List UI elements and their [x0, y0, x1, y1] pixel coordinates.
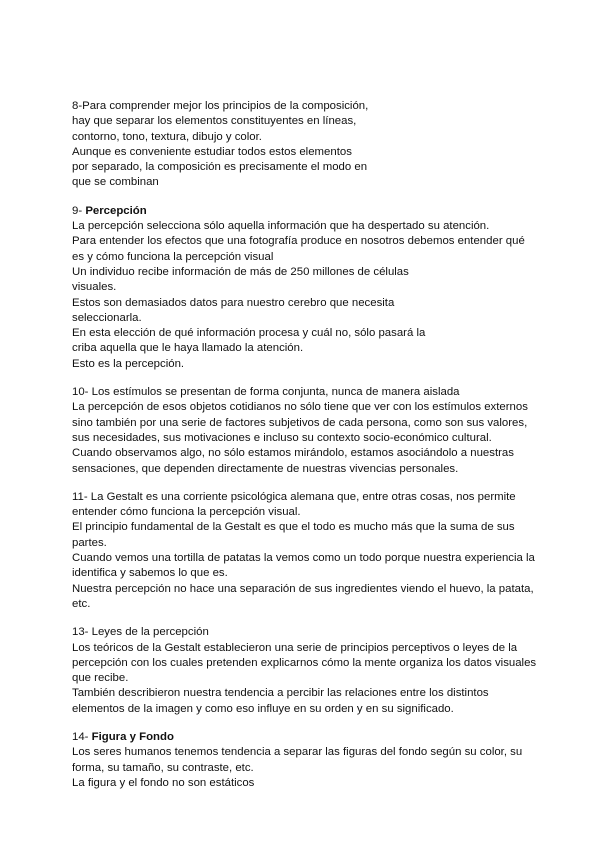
text-line: sus necesidades, sus motivaciones e incluso su contexto socio-económico cultural.	[72, 431, 492, 444]
text-line: La figura y el fondo no son estáticos	[72, 776, 255, 789]
text-line: hay que separar los elementos constituyentes en líneas,	[72, 115, 357, 128]
section-8	[72, 99, 532, 191]
text-line: Cuando vemos una tortilla de patatas la vemos como un todo porque nuestra experiencia la	[72, 552, 535, 565]
heading-title: Figura y Fondo	[91, 730, 174, 743]
text-line: Estos son demasiados datos para nuestro cerebro que necesita	[72, 296, 395, 309]
text-line: En esta elección de qué información procesa y cuál no, sólo pasará la	[72, 327, 426, 340]
text-line: 13- Leyes de la percepción	[72, 626, 209, 639]
text-line: forma, su tamaño, su contraste, etc.	[72, 761, 254, 774]
text-line: sensaciones, que dependen directamente de nuestras vivencias personales.	[72, 462, 459, 475]
text-line: es y cómo funciona la percepción visual	[72, 250, 274, 263]
text-line: sino también por una serie de factores subjetivos de cada persona, como son sus valores,	[72, 416, 528, 429]
text-line: 11- La Gestalt es una corriente psicológica alemana que, entre otras cosas, nos permite	[72, 490, 516, 503]
text-line: Un individuo recibe información de más de 250 millones de células	[72, 265, 409, 278]
document-body	[72, 99, 537, 804]
text-line: visuales.	[72, 281, 117, 294]
section-heading	[72, 204, 532, 219]
text-line: que se combinan	[72, 176, 159, 189]
text-line: elementos de la imagen y como eso influye en su orden y en su significado.	[72, 702, 454, 715]
text-line: 10- Los estímulos se presentan de forma conjunta, nunca de manera aislada	[72, 386, 460, 399]
section-13	[72, 625, 537, 717]
text-line: por separado, la composición es precisamente el modo en	[72, 161, 368, 174]
section-heading	[72, 730, 532, 745]
text-line: Los seres humanos tenemos tendencia a separar las figuras del fondo según su color, su	[72, 746, 523, 759]
section-10	[72, 385, 532, 477]
text-line: Cuando observamos algo, no sólo estamos mirándolo, estamos asociándolo a nuestras	[72, 447, 514, 460]
text-line: criba aquella que le haya llamado la atención.	[72, 342, 304, 355]
text-line: que recibe.	[72, 672, 129, 685]
text-line: Aunque es conveniente estudiar todos estos elementos	[72, 145, 352, 158]
text-line: contorno, tono, textura, dibujo y color.	[72, 130, 262, 143]
text-line: La percepción de esos objetos cotidianos no sólo tiene que ver con los estímulos externos	[72, 401, 528, 414]
heading-number: 9-	[72, 204, 83, 217]
text-line: Para entender los efectos que una fotografía produce en nosotros debemos entender qué	[72, 235, 525, 248]
heading-number: 14-	[72, 730, 89, 743]
section-9	[72, 204, 532, 372]
text-line: 8-Para comprender mejor los principios de la composición,	[72, 100, 369, 112]
text-line: seleccionarla.	[72, 311, 142, 324]
text-line: La percepción selecciona sólo aquella información que ha despertado su atención.	[72, 220, 490, 233]
text-line: Los teóricos de la Gestalt establecieron una serie de principios perceptivos o leyes de la	[72, 641, 518, 654]
text-line: También describieron nuestra tendencia a percibir las relaciones entre los distintos	[72, 687, 489, 700]
text-line: percepción con los cuales pretenden explicarnos cómo la mente organiza los datos visuales	[72, 656, 537, 669]
section-14	[72, 730, 532, 791]
text-line: El principio fundamental de la Gestalt es que el todo es mucho más que la suma de sus	[72, 521, 515, 534]
section-11	[72, 490, 535, 612]
text-line: partes.	[72, 536, 107, 549]
heading-title: Percepción	[85, 204, 147, 217]
text-line: entender cómo funciona la percepción visual.	[72, 506, 301, 519]
text-line: etc.	[72, 597, 91, 610]
text-line: Esto es la percepción.	[72, 357, 185, 370]
text-line: Nuestra percepción no hace una separación de sus ingredientes viendo el huevo, la patata,	[72, 582, 534, 595]
text-line: identifica y sabemos lo que es.	[72, 567, 228, 580]
